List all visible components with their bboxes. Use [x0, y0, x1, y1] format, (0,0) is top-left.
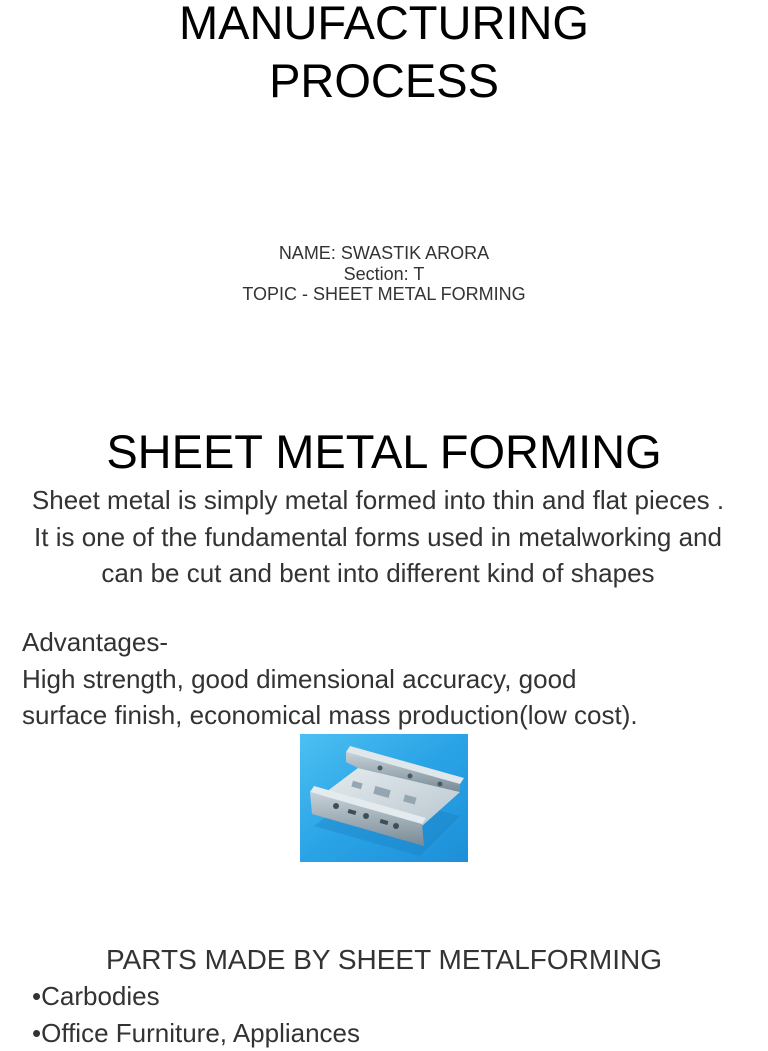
list-item: •Carbodies	[32, 978, 360, 1015]
advantages-heading: Advantages-	[22, 624, 762, 661]
slide1-subtitle	[0, 243, 768, 305]
advantages-line1: High strength, good dimensional accuracy, good	[22, 661, 762, 698]
slide2-title: SHEET METAL FORMING	[0, 424, 768, 480]
sheet-metal-part-illustration	[300, 734, 468, 862]
slide1-title	[0, 0, 768, 110]
sheet-metal-part-photo	[300, 734, 468, 862]
topic-label: TOPIC - SHEET METAL FORMING	[0, 284, 768, 305]
section-label: Section: T	[0, 264, 768, 285]
slide1-title-line2: PROCESS	[0, 52, 768, 110]
parts-list	[32, 978, 360, 1051]
slide3-title: PARTS MADE BY SHEET METALFORMING	[0, 942, 768, 978]
list-item: •Office Furniture, Appliances	[32, 1015, 360, 1051]
advantages-line2: surface finish, economical mass production(low cost).	[22, 697, 762, 734]
advantages-block	[22, 624, 762, 734]
author-name: NAME: SWASTIK ARORA	[0, 243, 768, 264]
slide2-body-paragraph: Sheet metal is simply metal formed into thin and flat pieces . It is one of the fundamental forms used in metalworking and can be cut and bent into different kind of shapes	[22, 482, 734, 592]
slide1-title-line1: MANUFACTURING	[0, 0, 768, 52]
